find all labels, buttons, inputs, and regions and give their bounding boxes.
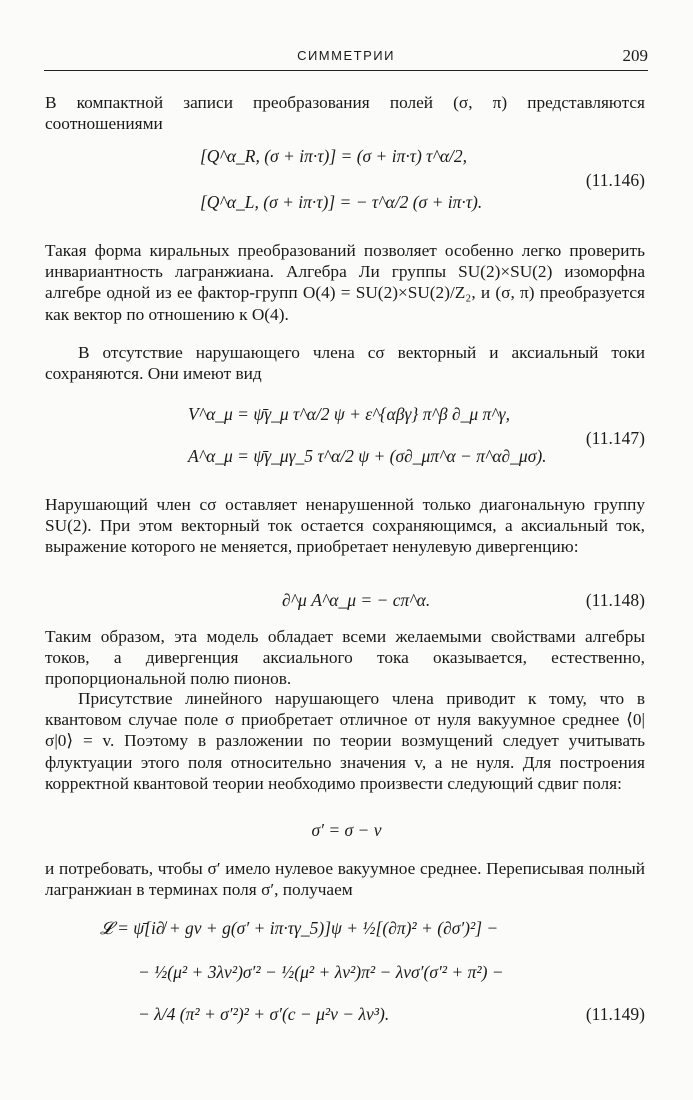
equation-11-149-line-2: − ½(μ² + 3λv²)σ′² − ½(μ² + λv²)π² − λvσ′(σ′² + π²) − <box>138 962 504 982</box>
paragraph-intro: В компактной записи преобразования полей (σ, π) представляются соотношениями <box>45 93 645 134</box>
equation-11-146-line-2: [Q^α_L, (σ + iπ·τ)] = − τ^α/2 (σ + iπ·τ). <box>200 192 483 212</box>
equation-11-147-line-2: A^α_μ = ψ̄γ_μγ_5 τ^α/2 ψ + (σ∂_μπ^α − π^α∂_μσ). <box>188 446 547 466</box>
equation-11-147-line-1: V^α_μ = ψ̄γ_μ τ^α/2 ψ + ε^{αβγ} π^β ∂_μ π^γ, <box>188 404 510 424</box>
paragraph-breaking-term: Нарушающий член cσ оставляет ненарушенной только диагональную группу SU(2). При этом векторный ток остается сохраняющимся, а аксиальный ток, выражение которого не меняется, приобретает ненулевую дивергенцию: <box>45 495 645 557</box>
paragraph-vacuum-shift: Присутствие линейного нарушающего члена приводит к тому, что в квантовом случае поле σ приобретает отличное от нуля вакуумное среднее ⟨0|σ|0⟩ = v. Поэтому в разложении по теории возмущений следует учитывать флуктуации этого поля относительно значения v, а не нуля. Для построения корректной квантовой теории необходимо произвести следующий сдвиг поля: <box>45 689 645 793</box>
paragraph-currents: В отсутствие нарушающего члена cσ векторный и аксиальный токи сохраняются. Они имеют вид <box>45 343 645 384</box>
running-title: СИММЕТРИИ <box>297 48 395 63</box>
equation-field-shift: σ′ = σ − v <box>311 820 382 840</box>
paragraph-current-algebra: Таким образом, эта модель обладает всеми желаемыми свойствами алгебры токов, а дивергенция аксиального тока оказывается, естественно, пропорциональной полю пионов. <box>45 627 645 689</box>
page-header <box>44 46 648 70</box>
equation-11-149-line-3: − λ/4 (π² + σ′²)² + σ′(c − μ²v − λv³). <box>138 1004 390 1024</box>
paragraph-lagrangian-intro: и потребовать, чтобы σ′ имело нулевое вакуумное среднее. Переписывая полный лагранжиан в терминах поля σ′, получаем <box>45 859 645 900</box>
equation-11-148: ∂^μ A^α_μ = − cπ^α. <box>282 590 431 610</box>
equation-number-11-149: (11.149) <box>585 1004 645 1024</box>
equation-11-149-line-1: 𝓛 = ψ̄[i∂̸ + gv + g(σ′ + iπ·τγ_5)]ψ + ½[(∂π)² + (∂σ′)²] − <box>100 918 499 938</box>
header-rule <box>44 70 648 71</box>
paragraph-chiral-algebra: Такая форма киральных преобразований позволяет особенно легко проверить инвариантность лагранжиана. Алгебра Ли группы SU(2)×SU(2) изоморфна алгебре одной из ее фактор-групп O(4) = SU(2)×SU(2)/Z₂, и (σ, π) преобразуется как вектор по отношению к O(4). <box>45 241 645 324</box>
equation-number-11-147: (11.147) <box>585 428 645 448</box>
equation-11-146-line-1: [Q^α_R, (σ + iπ·τ)] = (σ + iπ·τ) τ^α/2, <box>200 146 467 166</box>
page-number: 209 <box>622 46 648 65</box>
equation-number-11-148: (11.148) <box>585 590 645 610</box>
equation-number-11-146: (11.146) <box>585 170 645 190</box>
